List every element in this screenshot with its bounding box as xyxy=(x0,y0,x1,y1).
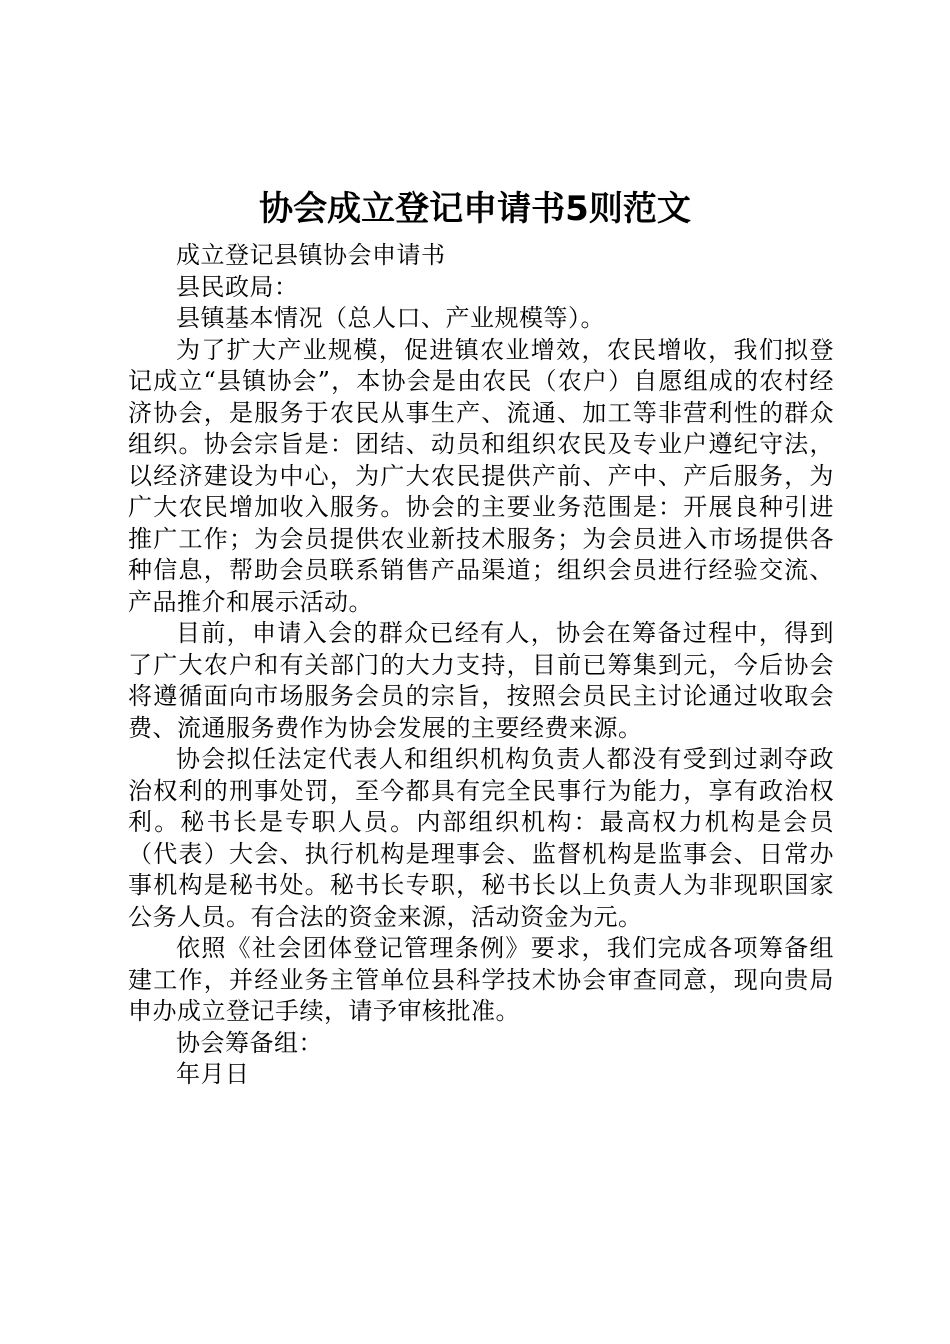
paragraph-addressee: 县民政局： xyxy=(176,272,299,301)
paragraph-request: 依照《社会团体登记管理条例》要求，我们完成各项筹备组建工作，并经业务主管单位县科学技术协会审查同意，现向贵局申办成立登记手续，请予审核批准。 xyxy=(128,934,834,1025)
paragraph-heading: 成立登记县镇协会申请书 xyxy=(176,241,446,269)
paragraph-preparation: 目前，申请入会的群众已经有人，协会在筹备过程中，得到了广大农户和有关部门的大力支持，目前已筹集到元，今后协会将遵循面向市场服务会员的宗旨，按照会员民主讨论通过收取会费、流通服务费作为协会发展的主要经费来源。 xyxy=(128,619,834,742)
paragraph-purpose: 为了扩大产业规模，促进镇农业增效，农民增收，我们拟登记成立“县镇协会”，本协会是由农民（农户）自愿组成的农村经济协会，是服务于农民从事生产、流通、加工等非营利性的群众组织。协会宗旨是：团结、动员和组织农民及专业户遵纪守法，以经济建设为中心，为广大农民提供产前、产中、产后服务，为广大农民增加收入服务。协会的主要业务范围是：开展良种引进推广工作；为会员提供农业新技术服务；为会员进入市场提供各种信息，帮助会员联系销售产品渠道；组织会员进行经验交流、产品推介和展示活动。 xyxy=(128,335,834,616)
paragraph-signature: 协会筹备组： xyxy=(176,1028,323,1057)
document-title: 协会成立登记申请书5则范文 xyxy=(259,189,691,229)
paragraph-basic-info: 县镇基本情况（总人口、产业规模等）。 xyxy=(176,304,605,332)
paragraph-date: 年月日 xyxy=(176,1060,250,1088)
paragraph-organization: 协会拟任法定代表人和组织机构负责人都没有受到过剥夺政治权利的刑事处罚，至今都具有完全民事行为能力，享有政治权利。秘书长是专职人员。内部组织机构：最高权力机构是会员（代表）大会、执行机构是理事会、监督机构是监事会、日常办事机构是秘书处。秘书长专职，秘书长以上负责人为非现职国家公务人员。有合法的资金来源，活动资金为元。 xyxy=(128,745,834,931)
document-body xyxy=(128,240,834,1091)
